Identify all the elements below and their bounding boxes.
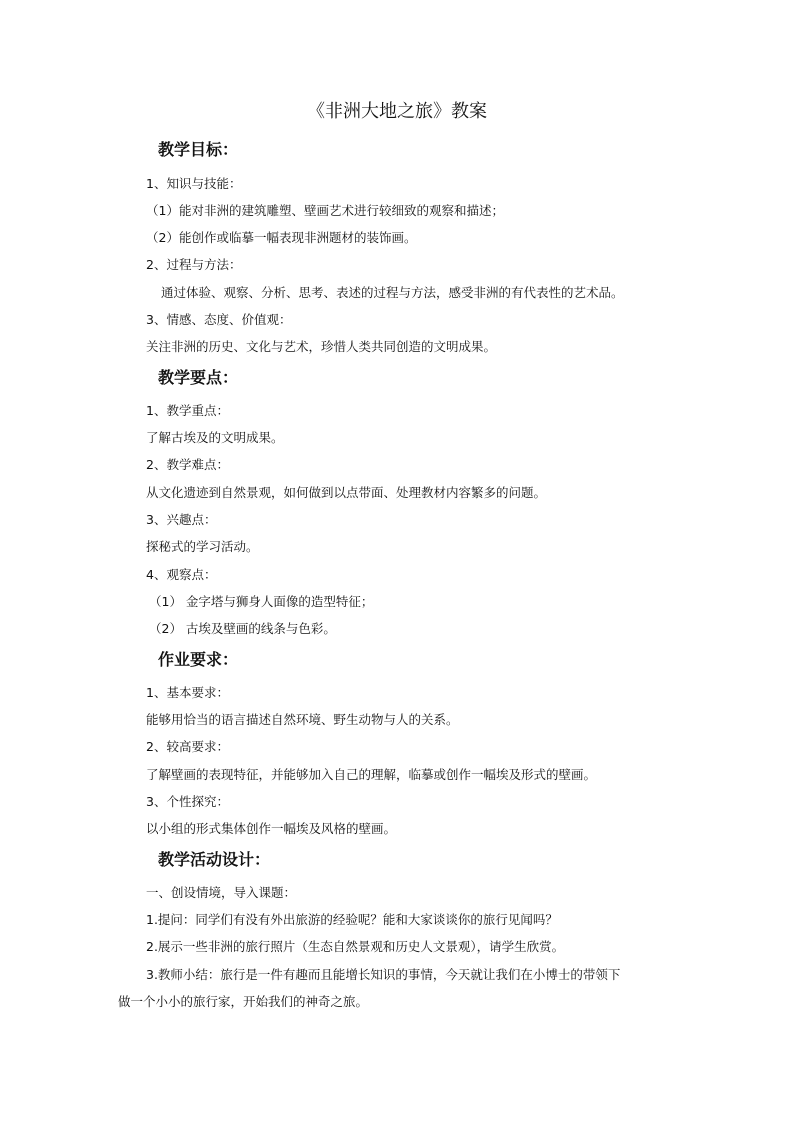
paragraph-line: 2、教学难点： (146, 457, 229, 472)
paragraph-line: 从文化遗迹到自然景观，如何做到以点带面、处理教材内容繁多的问题。 (146, 485, 547, 500)
paragraph-line: 2、过程与方法： (146, 257, 242, 272)
paragraph-line: 了解古埃及的文明成果。 (146, 430, 284, 445)
paragraph-line: 3、情感、态度、价值观： (146, 312, 292, 327)
section-heading-activity-design: 教学活动设计： (158, 850, 271, 869)
document-title: 《非洲大地之旅》教案 (307, 101, 487, 122)
paragraph-line: 1.提问：同学们有没有外出旅游的经验呢？能和大家谈谈你的旅行见闻吗？ (146, 912, 558, 927)
paragraph-line: 一、创设情境，导入课题： (146, 885, 297, 900)
section-heading-key-points: 教学要点： (158, 368, 239, 387)
paragraph-line: 1、知识与技能： (146, 176, 242, 191)
section-heading-objectives: 教学目标： (158, 140, 239, 159)
paragraph-line: （1） 金字塔与狮身人面像的造型特征； (149, 594, 374, 609)
paragraph-line: 2.展示一些非洲的旅行照片（生态自然景观和历史人文景观），请学生欣赏。 (146, 939, 565, 954)
paragraph-line: 通过体验、观察、分析、思考、表述的过程与方法，感受非洲的有代表性的艺术品。 (161, 285, 624, 300)
paragraph-line: 探秘式的学习活动。 (146, 539, 259, 554)
paragraph-line: 1、教学重点： (146, 403, 229, 418)
paragraph-line: 能够用恰当的语言描述自然环境、野生动物与人的关系。 (146, 712, 459, 727)
paragraph-line: 4、观察点： (146, 567, 217, 582)
paragraph-line: 3、兴趣点： (146, 512, 217, 527)
paragraph-line: 了解壁画的表现特征，并能够加入自己的理解，临摹或创作一幅埃及形式的壁画。 (146, 767, 597, 782)
paragraph-line: 1、基本要求： (146, 685, 229, 700)
paragraph-line: （1）能对非洲的建筑雕塑、壁画艺术进行较细致的观察和描述； (146, 203, 504, 218)
paragraph-line: 做一个小小的旅行家，开始我们的神奇之旅。 (118, 994, 369, 1009)
paragraph-line: 3、个性探究： (146, 794, 229, 809)
paragraph-line: （2） 古埃及壁画的线条与色彩。 (149, 621, 336, 636)
section-heading-homework: 作业要求： (158, 650, 239, 669)
paragraph-line: 3.教师小结：旅行是一件有趣而且能增长知识的事情，今天就让我们在小博士的带领下 (146, 967, 621, 982)
paragraph-line: 2、较高要求： (146, 739, 229, 754)
paragraph-line: （2）能创作或临摹一幅表现非洲题材的装饰画。 (146, 230, 417, 245)
paragraph-line: 以小组的形式集体创作一幅埃及风格的壁画。 (146, 821, 397, 836)
paragraph-line: 关注非洲的历史、文化与艺术，珍惜人类共同创造的文明成果。 (146, 339, 497, 354)
